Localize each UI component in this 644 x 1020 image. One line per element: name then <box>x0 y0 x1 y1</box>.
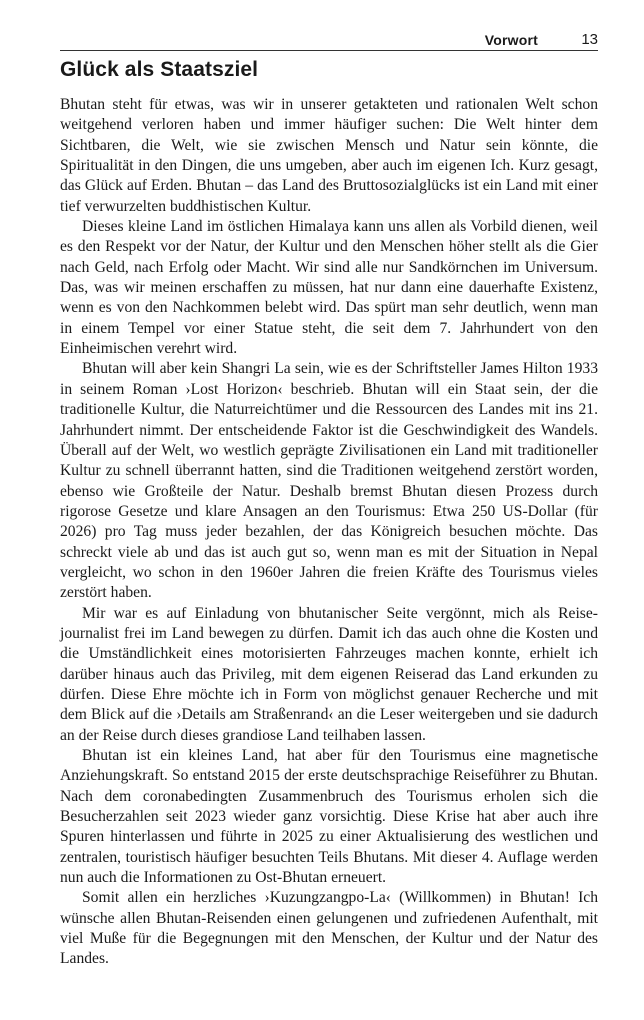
paragraph: Bhutan steht für etwas, was wir in unserer getakteten und rationalen Welt schon weitgehend verloren haben und immer häufiger suchen: Die Welt hinter dem Sichtbaren, die Welt, wie sie zwischen Mensch und Natur sein könnte, die Spiritualität in den Dingen, die uns umgeben, aber auch im eigenen Ich. Kurz gesagt, das Glück auf Erden. Bhutan – das Land des Bruttosozialglücks ist ein Land mit einer tief verwurzelten buddhistischen Kultur. <box>60 96 598 215</box>
paragraph: Somit allen ein herzliches ›Kuzungzangpo-La‹ (Willkommen) in Bhutan! Ich wünsche allen Bhutan-Reisenden einen gelungenen und zufriedenen Aufenthalt, mit viel Muße für die Begegnungen mit den Menschen, der Kultur und der Natur des Landes. <box>60 889 598 968</box>
running-head <box>60 30 598 51</box>
section-label: Vorwort <box>484 32 538 48</box>
chapter-title: Glück als Staatsziel <box>60 58 259 81</box>
page-number: 13 <box>581 31 598 48</box>
paragraph: Dieses kleine Land im östlichen Himalaya kann uns allen als Vorbild dienen, weil es den Respekt vor der Natur, der Kultur und den Menschen höher stellt als die Gier nach Geld, nach Erfolg oder Macht. Wir sind alle nur Sandkörnchen im Universum. Das, was wir meinen erschaffen zu müssen, hat nur dann eine dauerhafte Existenz, wenn es von den Nachkommen belebt wird. Das spürt man sehr deutlich, wenn man in einem Tempel vor einer Statue steht, die seit dem 7. Jahrhundert von den Einheimischen verehrt wird. <box>60 218 598 358</box>
body-text <box>60 95 598 970</box>
paragraph: Bhutan ist ein kleines Land, hat aber für den Tourismus eine magnetische Anziehungskraft. So entstand 2015 der erste deutschsprachige Reiseführer zu Bhutan. Nach dem coronabedingten Zusammenbruch des Tourismus erholen sich die Besucherzahlen seit 2023 wieder ganz vorsichtig. Diese Krise hat aber auch ihre Spuren hinterlassen und führte in 2025 zu einer Aktualisierung des westlichen und zentralen, touristisch häufiger besuchten Teils Bhutans. Mit dieser 4. Auflage werden nun auch die Informationen zu Ost-Bhutan erneuert. <box>60 747 598 887</box>
paragraph: Bhutan will aber kein Shangri La sein, wie es der Schriftsteller James Hilton 1933 in seinem Roman ›Lost Horizon‹ beschrieb. Bhutan will ein Staat sein, der die traditionelle Kultur, die Naturreichtümer und die Ressourcen des Landes mit ins 21. Jahrhundert nimmt. Der entscheidende Faktor ist die Geschwindigkeit des Wandels. Überall auf der Welt, wo westlich geprägte Zivilisationen ein Land mit traditioneller Kultur zu schnell überrannt hatten, sind die Traditionen weitgehend zerstört worden, ebenso wie Großteile der Natur. Deshalb bremst Bhutan diesen Prozess durch rigorose Gesetze und klare Ansagen an den Tourismus: Etwa 250 US-Dollar (für 2026) pro Tag muss jeder bezahlen, der das Königreich besuchen möchte. Das schreckt viele ab und das ist auch gut so, wenn man es mit der Situation in Nepal vergleicht, wo schon in den 1960er Jahren die freien Kräfte des Tourismus vieles zerstört haben. <box>60 360 598 602</box>
paragraph: Mir war es auf Einladung von bhutanischer Seite vergönnt, mich als Reisejournalist frei im Land bewegen zu dürfen. Damit ich das auch ohne die Kosten und die Umständlichkeit eines motorisierten Fahrzeuges machen konnte, erhielt ich darüber hinaus auch das Privileg, mit dem eigenen Reiserad das Land erkunden zu dürfen. Diese Ehre möchte ich in Form von möglichst genauer Recherche und mit dem Blick auf die ›Details am Straßenrand‹ an die Leser weitergeben und sie dadurch an der Reise durch dieses grandiose Land teilhaben lassen. <box>60 604 598 744</box>
